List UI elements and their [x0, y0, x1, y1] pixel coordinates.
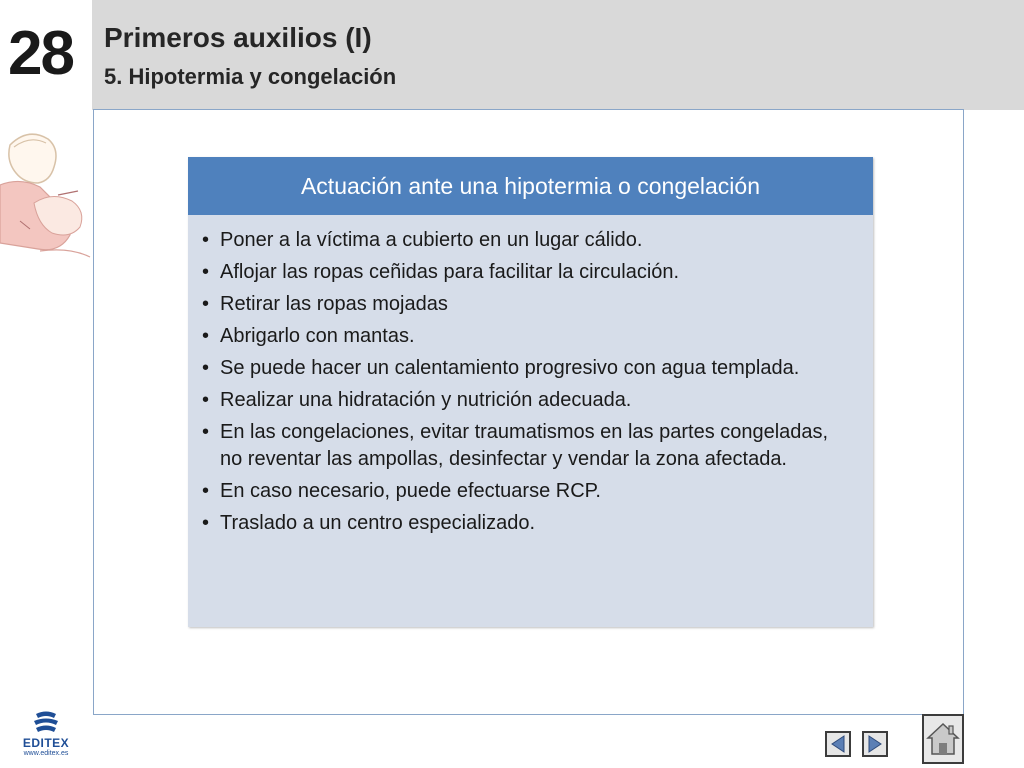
header-band: [92, 0, 1024, 110]
previous-button[interactable]: [825, 731, 851, 757]
actions-list: [188, 215, 873, 537]
logo-url: www.editex.es: [23, 750, 69, 757]
first-aid-illustration: [0, 125, 95, 270]
list-item: • Retirar las ropas mojadas: [200, 291, 853, 318]
list-item: • Aflojar las ropas ceñidas para facilitar la circulación.: [200, 259, 853, 286]
logo-text: EDITEX: [22, 736, 70, 750]
list-item: • En las congelaciones, evitar traumatismos en las partes congeladas, no reventar las ampollas, desinfectar y vendar la zona afectada.: [200, 419, 853, 473]
card-heading: Actuación ante una hipotermia o congelación: [188, 157, 873, 215]
arrow-left-icon: [827, 733, 849, 755]
home-button[interactable]: [922, 714, 964, 764]
chapter-number: 28: [8, 19, 73, 88]
home-icon: [924, 716, 962, 762]
list-item: • Realizar una hidratación y nutrición adecuada.: [200, 387, 853, 414]
list-item: • Traslado a un centro especializado.: [200, 510, 853, 537]
actions-card: [188, 157, 873, 627]
arrow-right-icon: [864, 733, 886, 755]
page-title: Primeros auxilios (I): [104, 22, 372, 53]
editex-logo: [14, 710, 78, 760]
next-button[interactable]: [862, 731, 888, 757]
editex-logo-mark-icon: [30, 710, 62, 734]
list-item: • Abrigarlo con mantas.: [200, 323, 853, 350]
page-subtitle: 5. Hipotermia y congelación: [104, 64, 397, 89]
list-item: • Poner a la víctima a cubierto en un lugar cálido.: [200, 227, 853, 254]
list-item: • En caso necesario, puede efectuarse RCP.: [200, 478, 853, 505]
list-item: • Se puede hacer un calentamiento progresivo con agua templada.: [200, 355, 853, 382]
